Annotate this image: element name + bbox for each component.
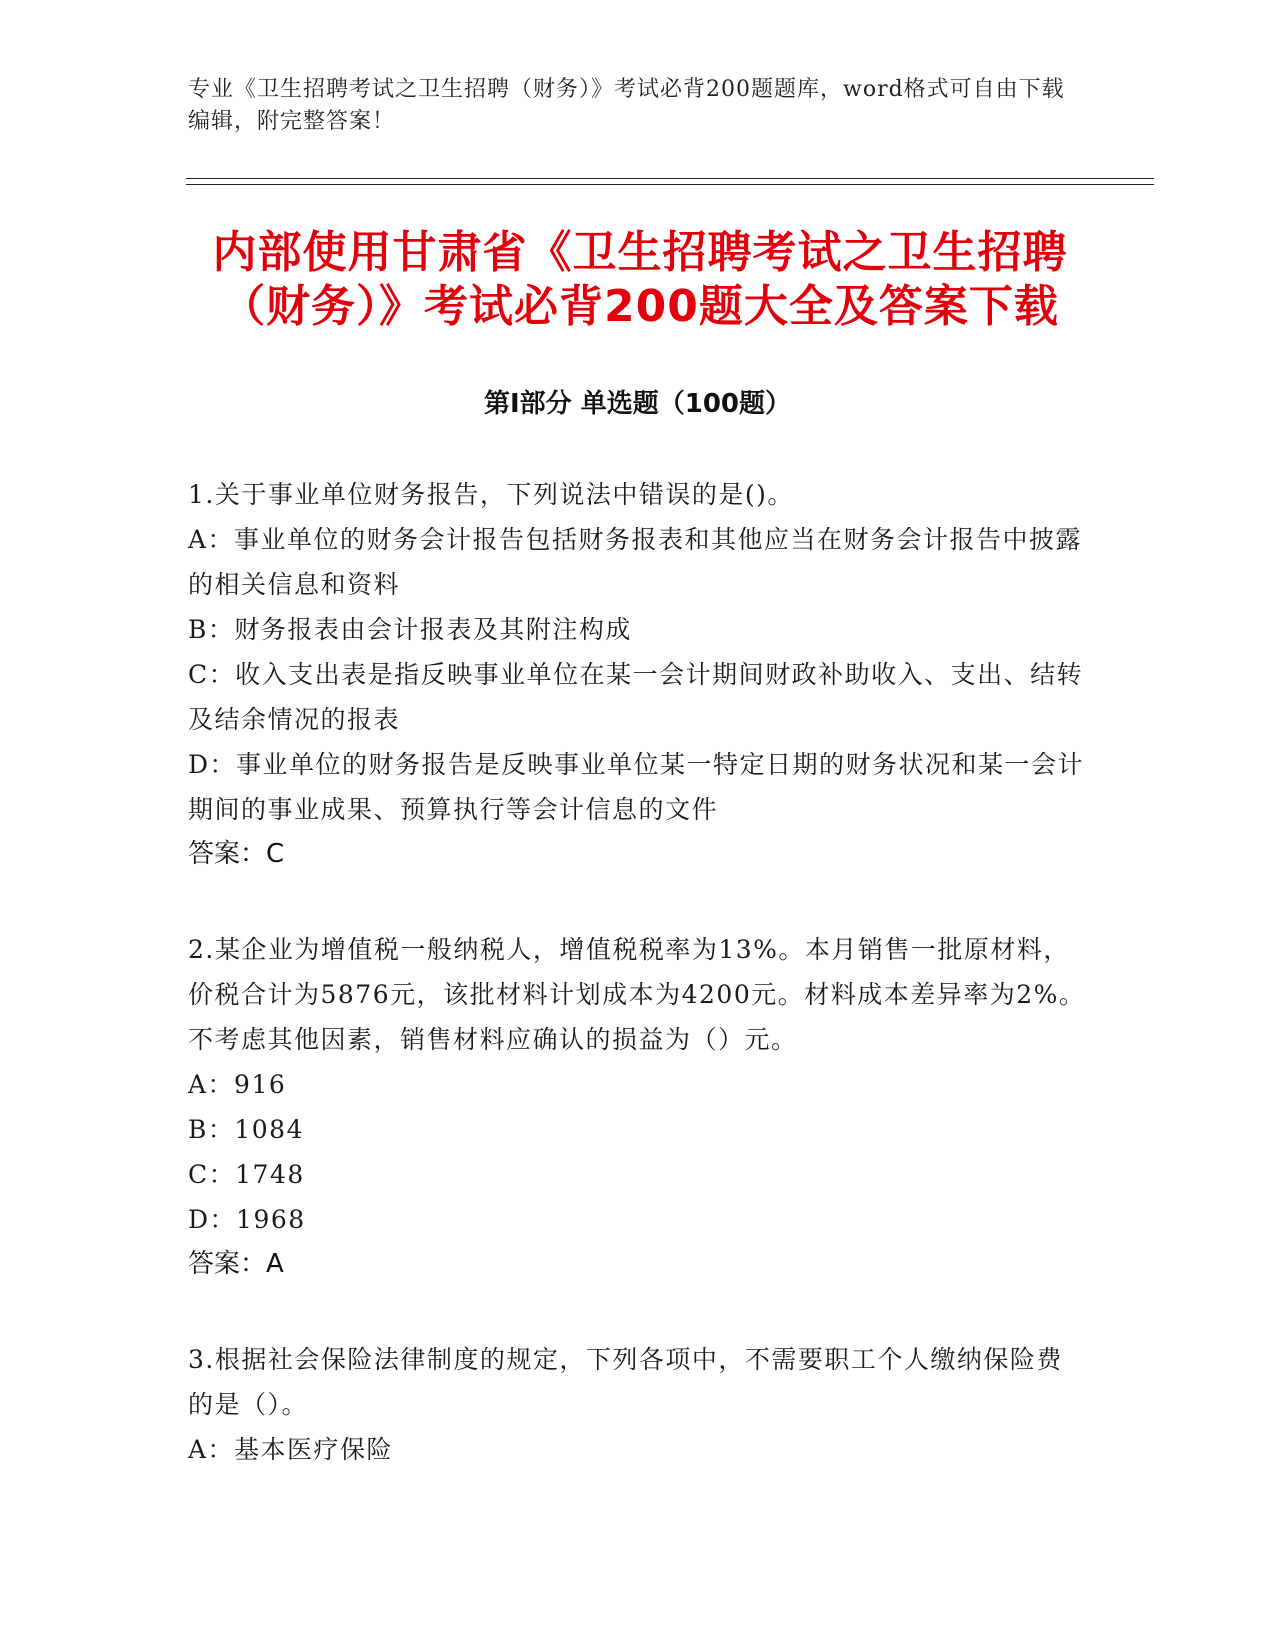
section-title: 第Ⅰ部分 单选题（100题） [484, 389, 791, 419]
option-b: B：财务报表由会计报表及其附注构成 [188, 615, 632, 644]
question-stem: 1.关于事业单位财务报告，下列说法中错误的是()。 [188, 480, 794, 509]
option-b: B：1084 [188, 1115, 304, 1144]
option-a: A：事业单位的财务会计报告包括财务报表和其他应当在财务会计报告中披露的相关信息和资料 [188, 525, 1083, 599]
question-stem: 3.根据社会保险法律制度的规定，下列各项中，不需要职工个人缴纳保险费的是（）。 [188, 1345, 1063, 1419]
question-2 [188, 927, 1088, 1287]
question-stem: 2.某企业为增值税一般纳税人，增值税税率为13%。本月销售一批原材料，价税合计为5876元，该批材料计划成本为4200元。材料成本差异率为2%。不考虑其他因素，销售材料应确认的损益为（）元。 [188, 935, 1086, 1054]
option-c: C：1748 [188, 1160, 305, 1189]
question-list [188, 472, 1088, 1522]
option-c: C：收入支出表是指反映事业单位在某一会计期间财政补助收入、支出、结转及结余情况的报表 [188, 660, 1084, 734]
question-1 [188, 472, 1088, 877]
option-d: D：事业单位的财务报告是反映事业单位某一特定日期的财务状况和某一会计期间的事业成果、预算执行等会计信息的文件 [188, 750, 1085, 824]
option-a: A：916 [188, 1070, 287, 1099]
document-title: 内部使用甘肃省《卫生招聘考试之卫生招聘（财务）》考试必背200题大全及答案下载 [212, 227, 1068, 332]
header-divider-top [186, 178, 1154, 179]
question-3 [188, 1337, 1088, 1472]
header-note: 专业《卫生招聘考试之卫生招聘（财务）》考试必背200题题库，word格式可自由下载编辑，附完整答案！ [188, 77, 1065, 134]
option-a: A：基本医疗保险 [188, 1435, 394, 1464]
header-divider-bottom [186, 184, 1154, 185]
option-d: D：1968 [188, 1205, 306, 1234]
answer: 答案：A [188, 1249, 284, 1279]
answer: 答案：C [188, 839, 285, 869]
